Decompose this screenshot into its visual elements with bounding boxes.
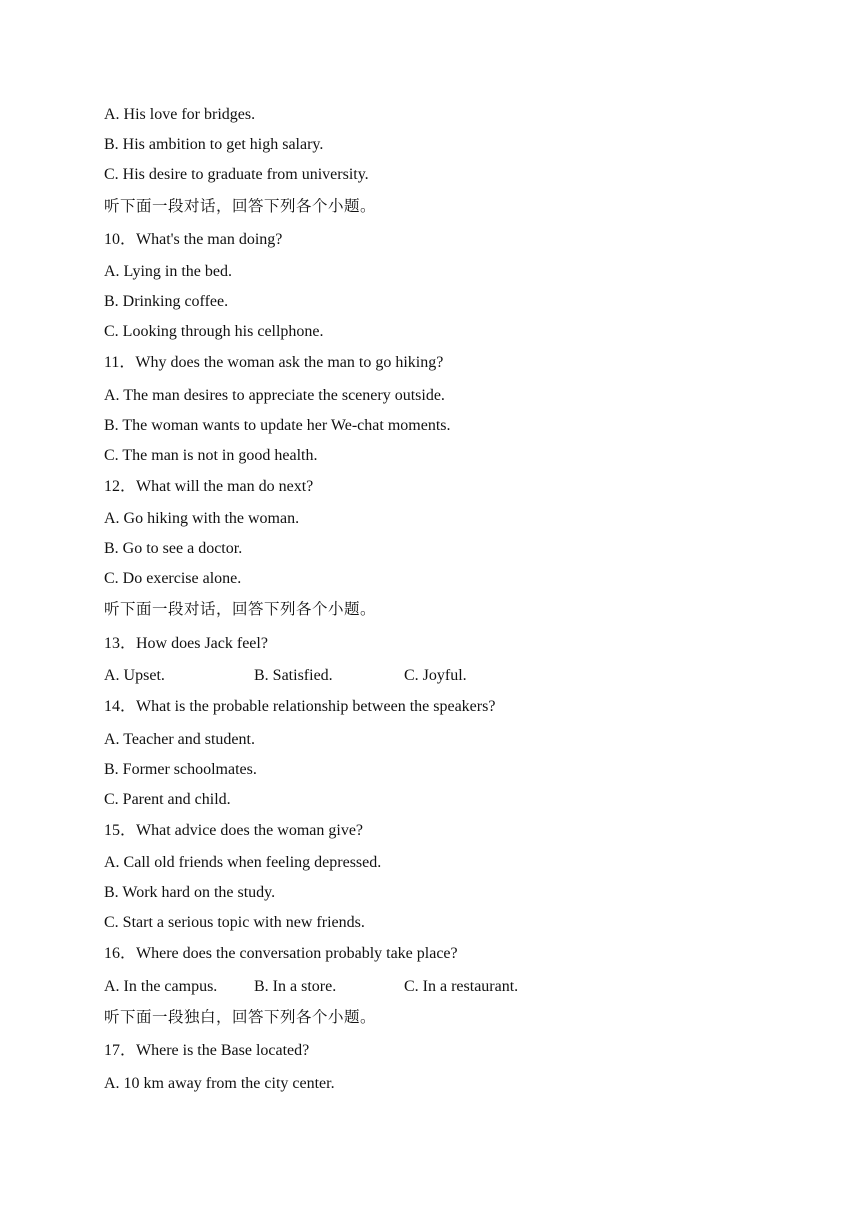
option-c: C. His desire to graduate from university. <box>104 166 369 183</box>
q15-option-c: C. Start a serious topic with new friends. <box>104 914 365 931</box>
question-16: 16．Where does the conversation probably take place? <box>104 945 458 962</box>
question-10: 10．What's the man doing? <box>104 231 283 248</box>
q11-option-b: B. The woman wants to update her We-chat moments. <box>104 417 451 434</box>
q10-option-c: C. Looking through his cellphone. <box>104 323 324 340</box>
question-14: 14．What is the probable relationship between the speakers? <box>104 698 496 715</box>
option-b: B. His ambition to get high salary. <box>104 136 324 153</box>
q16-options-row <box>104 977 604 997</box>
q13-option-c: C. Joyful. <box>404 667 467 684</box>
q16-option-b: B. In a store. <box>254 978 337 995</box>
q16-option-a: A. In the campus. <box>104 978 218 995</box>
question-11: 11．Why does the woman ask the man to go hiking? <box>104 354 444 371</box>
q11-option-a: A. The man desires to appreciate the scenery outside. <box>104 387 445 404</box>
section-instruction: 听下面一段对话，回答下列各个小题。 <box>104 197 377 215</box>
q14-option-b: B. Former schoolmates. <box>104 761 257 778</box>
q12-option-b: B. Go to see a doctor. <box>104 540 243 557</box>
q13-option-a: A. Upset. <box>104 667 165 684</box>
q14-option-c: C. Parent and child. <box>104 791 231 808</box>
q13-options-row <box>104 666 604 686</box>
q10-option-a: A. Lying in the bed. <box>104 263 232 280</box>
q11-option-c: C. The man is not in good health. <box>104 447 318 464</box>
q10-option-b: B. Drinking coffee. <box>104 293 229 310</box>
question-12: 12．What will the man do next? <box>104 478 314 495</box>
option-a: A. His love for bridges. <box>104 106 256 123</box>
section-instruction: 听下面一段独白，回答下列各个小题。 <box>104 1008 377 1026</box>
section-instruction: 听下面一段对话，回答下列各个小题。 <box>104 600 377 618</box>
question-13: 13．How does Jack feel? <box>104 635 268 652</box>
question-15: 15．What advice does the woman give? <box>104 822 364 839</box>
q14-option-a: A. Teacher and student. <box>104 731 255 748</box>
question-17: 17．Where is the Base located? <box>104 1042 310 1059</box>
q13-option-b: B. Satisfied. <box>254 667 333 684</box>
q16-option-c: C. In a restaurant. <box>404 978 519 995</box>
q12-option-c: C. Do exercise alone. <box>104 570 242 587</box>
q17-option-a: A. 10 km away from the city center. <box>104 1075 335 1092</box>
q15-option-a: A. Call old friends when feeling depressed. <box>104 854 382 871</box>
q12-option-a: A. Go hiking with the woman. <box>104 510 300 527</box>
q15-option-b: B. Work hard on the study. <box>104 884 276 901</box>
